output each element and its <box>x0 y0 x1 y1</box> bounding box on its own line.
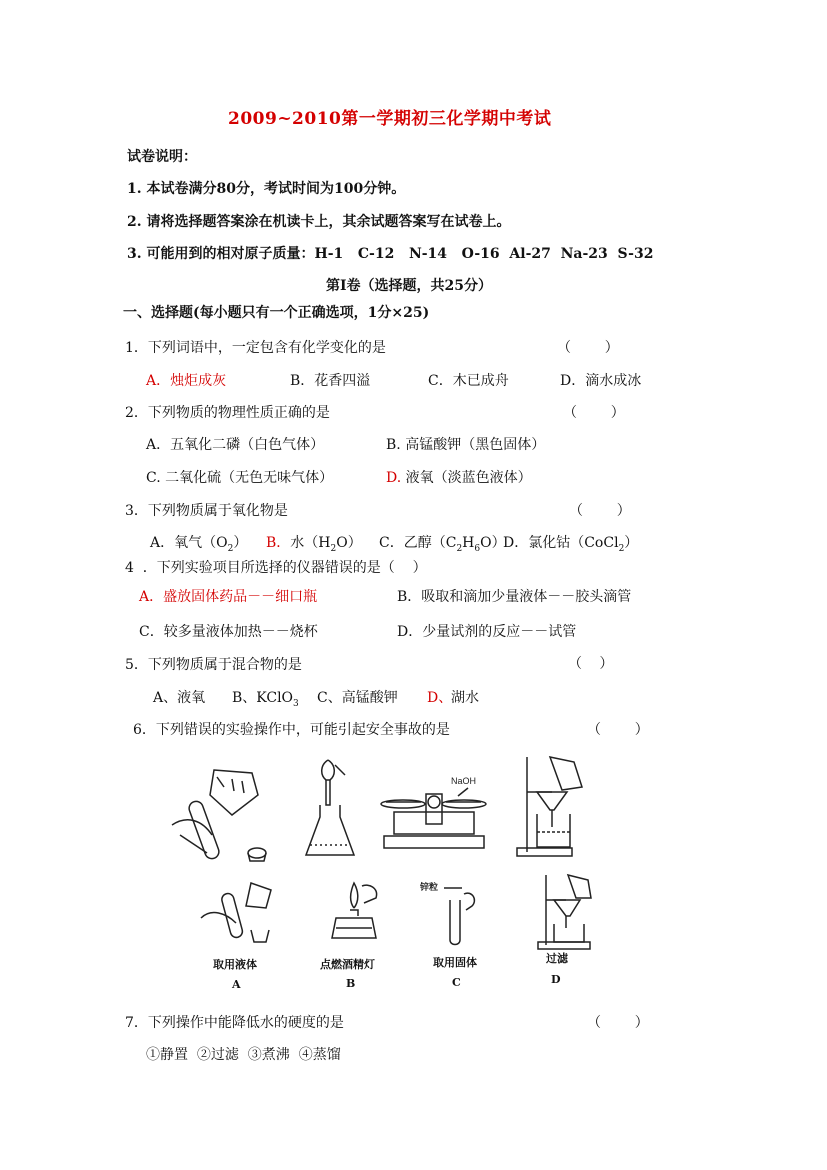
instruction-item: 3. 可能用到的相对原子质量：H-1 C-12 N-14 O-16 Al-27 Na-23 S-32 <box>127 246 654 262</box>
flask-dropper-illustration <box>300 755 360 865</box>
instruction-item: 2. 请将选择题答案涂在机读卡上，其余试题答案写在试卷上。 <box>127 214 511 230</box>
figure-letter-b: B <box>346 977 356 990</box>
light-lamp-illustration <box>324 878 384 950</box>
filtration-bottom-illustration <box>536 870 596 950</box>
figure-label-b: 点燃酒精灯 <box>320 958 375 971</box>
figure-letter-a: A <box>232 978 241 991</box>
option-b: B. 高锰酸钾（黑色固体） <box>386 437 546 453</box>
option-c: C．木已成舟 <box>428 373 509 389</box>
option-d: D．少量试剂的反应－－试管 <box>397 624 577 640</box>
question-stem: 1．下列词语中，一定包含有化学变化的是 <box>125 340 386 356</box>
option-c: C．较多量液体加热－－烧杯 <box>139 624 318 640</box>
option-a: A．五氧化二磷（白色气体） <box>146 437 325 453</box>
answer-paren: （ ） <box>563 405 626 421</box>
zinc-label: 锌粒 <box>420 882 439 892</box>
option-d-letter: D. <box>386 470 402 486</box>
instructions-heading: 试卷说明： <box>127 149 197 165</box>
option-c: C、高锰酸钾 <box>317 690 398 706</box>
question-stem: 6．下列错误的实验操作中，可能引起安全事故的是 <box>133 722 450 738</box>
answer-paren: （ ） <box>569 503 632 519</box>
take-solid-illustration <box>420 880 490 948</box>
option-c: C．乙醇$(C_2H_6O)$ <box>379 535 506 554</box>
figure-letter-d: D <box>551 973 561 986</box>
section-title: 第I卷（选择题，共25分） <box>326 278 493 294</box>
figure-label-d: 过滤 <box>546 952 568 965</box>
option-b: B．水$(H_2O)$ <box>266 535 362 554</box>
question-stem: 7．下列操作中能降低水的硬度的是 <box>125 1015 344 1031</box>
balance-naoh-illustration <box>376 772 491 860</box>
option-d: D．氯化钴（CoCl$_2$） <box>503 535 639 554</box>
option-d-text: 液氧（淡蓝色液体） <box>401 470 532 486</box>
question-stem: 3．下列物质属于氧化物是 <box>125 503 288 519</box>
option-d-text: 湖水 <box>451 690 479 706</box>
exam-title: 2009~2010第一学期初三化学期中考试 <box>228 109 552 129</box>
answer-paren: （ ） <box>587 1015 650 1031</box>
option-a: A．盛放固体药品－－细口瓶 <box>139 589 318 605</box>
naoh-label: NaOH <box>451 776 477 786</box>
option-d: D．滴水成冰 <box>560 373 642 389</box>
option-b: B．花香四溢 <box>290 373 371 389</box>
question-stem: 2．下列物质的物理性质正确的是 <box>125 405 330 421</box>
question-stem: 4 ．下列实验项目所选择的仪器错误的是（ ） <box>125 560 427 576</box>
figure-letter-c: C <box>452 976 461 989</box>
option-d <box>386 467 532 487</box>
option-b: B、KClO$_3$ <box>232 690 299 709</box>
instruction-item: 1. 本试卷满分80分，考试时间为100分钟。 <box>127 181 406 197</box>
part-title: 一、选择题(每小题只有一个正确选项，1分×25) <box>123 305 430 321</box>
option-c: C. 二氧化硫（无色无味气体） <box>146 470 334 486</box>
answer-paren: （ ） <box>557 340 620 356</box>
option-b: B．吸取和滴加少量液体－－胶头滴管 <box>397 589 632 605</box>
answer-paren: （ ） <box>587 722 650 738</box>
take-liquid-illustration <box>196 878 276 948</box>
figure-label-c: 取用固体 <box>433 956 477 969</box>
option-a: A．烛炬成灰 <box>146 373 227 389</box>
question-stem: 5．下列物质属于混合物的是 <box>125 657 302 673</box>
option-d-letter: D、 <box>427 690 453 706</box>
pour-liquid-illustration <box>162 765 272 865</box>
filtration-top-illustration <box>512 752 592 860</box>
figure-label-a: 取用液体 <box>213 958 257 971</box>
option-a: A．氧气$(O_2)$ <box>150 535 248 554</box>
answer-paren: （ ） <box>568 656 615 672</box>
options-line: ①静置 ②过滤 ③煮沸 ④蒸馏 <box>146 1047 341 1063</box>
option-a: A、液氧 <box>153 690 206 706</box>
